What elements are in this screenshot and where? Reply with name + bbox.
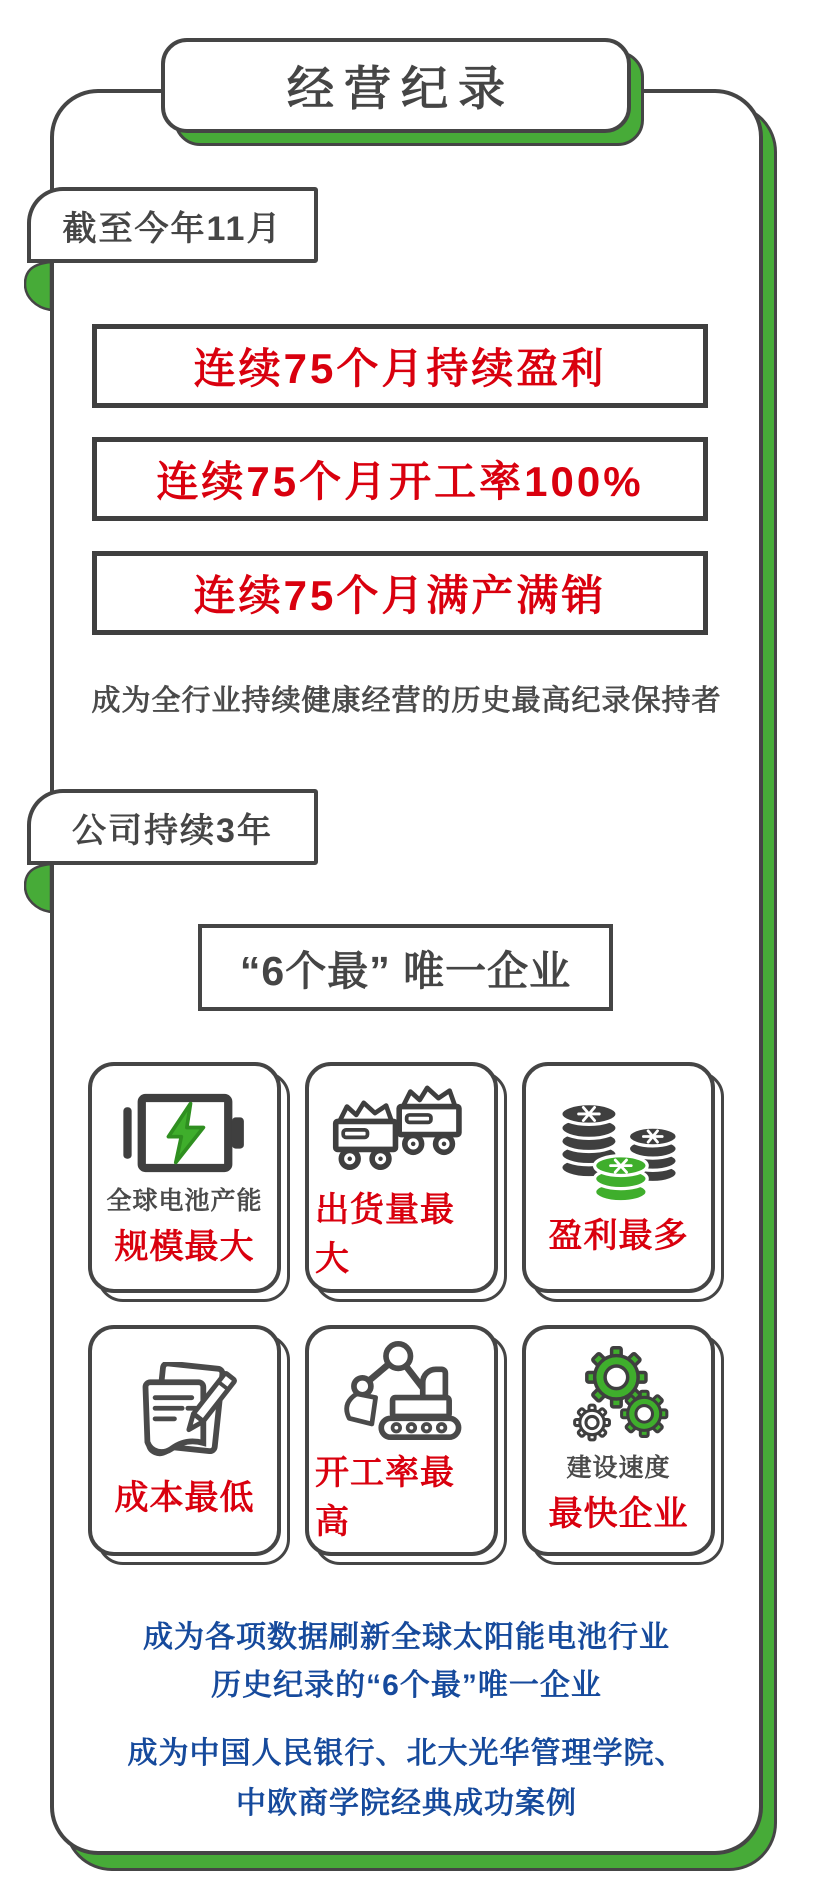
record-text: 连续75个月开工率100%	[156, 458, 644, 505]
page-title: 经营纪录	[161, 38, 631, 133]
battery-charging-icon	[120, 1087, 250, 1179]
records-summary: 成为全行业持续健康经营的历史最高纪录保持者	[91, 685, 722, 717]
feature-card-utilization	[305, 1325, 498, 1556]
excavator-icon	[336, 1339, 468, 1443]
ribbon-as-of-november	[27, 187, 318, 263]
feature-card-profit	[522, 1062, 715, 1293]
feature-card-shipments	[305, 1062, 498, 1293]
ribbon-fold-icon	[24, 261, 52, 311]
document-pencil-icon	[122, 1362, 248, 1468]
card-title: 规模最大	[114, 1228, 255, 1266]
record-box	[92, 324, 708, 408]
mine-carts-icon	[332, 1076, 472, 1180]
footer-line: 历史纪录的“6个最”唯一企业	[211, 1669, 602, 1702]
feature-card-build-speed	[522, 1325, 715, 1556]
ribbon-label: 公司持续3年	[72, 811, 273, 850]
ribbon-fold-icon	[24, 863, 52, 913]
card-subtitle: 建设速度	[566, 1454, 671, 1482]
gears-icon	[559, 1346, 679, 1446]
card-title: 开工率最高	[315, 1453, 455, 1541]
feature-card-capacity	[88, 1062, 281, 1293]
card-title: 最快企业	[548, 1495, 689, 1533]
six-bests-headline: “6个最” 唯一企业	[198, 924, 613, 1011]
record-box	[92, 551, 708, 635]
card-title: 成本最低	[114, 1479, 255, 1517]
card-title: 出货量最大	[315, 1190, 455, 1278]
card-title: 盈利最多	[548, 1217, 689, 1255]
ribbon-label: 截至今年11月	[62, 209, 283, 248]
footer-line: 成为各项数据刷新全球太阳能电池行业	[143, 1621, 670, 1654]
ribbon-three-years	[27, 789, 318, 865]
coin-stacks-icon	[553, 1098, 685, 1206]
record-box	[92, 437, 708, 521]
footer-line: 成为中国人民银行、北大光华管理学院、	[127, 1737, 686, 1770]
record-text: 连续75个月满产满销	[193, 572, 607, 619]
feature-card-cost	[88, 1325, 281, 1556]
record-text: 连续75个月持续盈利	[193, 345, 607, 392]
card-subtitle: 全球电池产能	[106, 1187, 263, 1215]
footer-line: 中欧商学院经典成功案例	[236, 1787, 577, 1820]
